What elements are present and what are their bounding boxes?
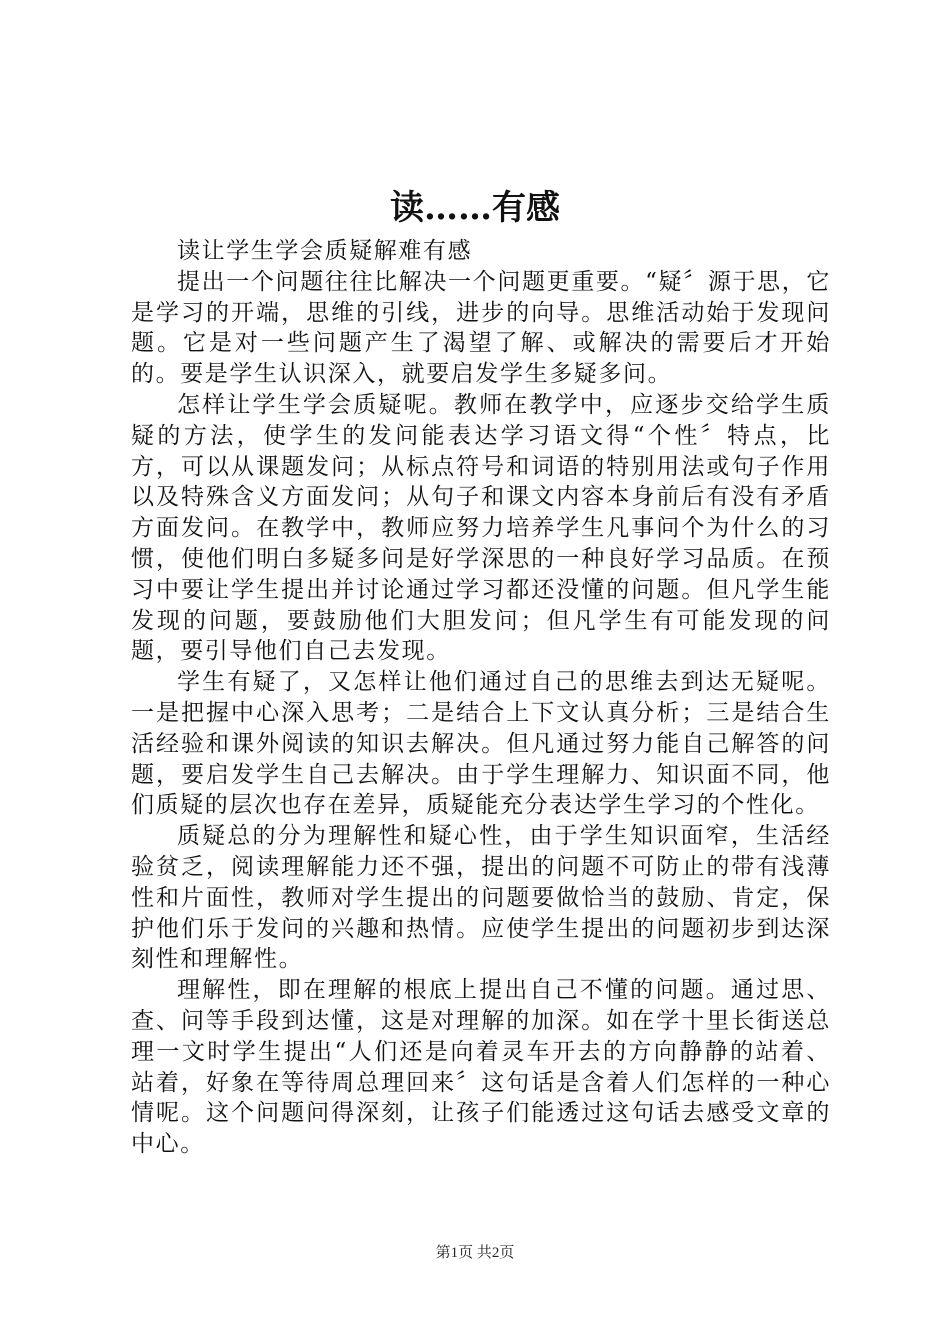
- paragraph-4: 质疑总的分为理解性和疑心性，由于学生知识面窄，生活经验贫乏，阅读理解能力还不强，提出的问题不可防止的带有浅薄性和片面性，教师对学生提出的问题要做恰当的鼓励、肯定，保护他们乐于发问的兴趣和热情。应使学生提出的问题初步到达深刻性和理解性。: [131, 823, 831, 973]
- document-subtitle: 读让学生学会质疑解难有感: [177, 238, 473, 264]
- document-title: 读……有感: [390, 188, 560, 228]
- paragraph-1: 提出一个问题往往比解决一个问题更重要。“疑〞源于思，它是学习的开端，思维的引线，进步的向导。思维活动始于发现问题。它是对一些问题产生了渴望了解、或解决的需要后才开始的。要是学生认识深入，就要启发学生多疑多问。: [131, 268, 831, 388]
- paragraph-5: 理解性，即在理解的根底上提出自己不懂的问题。通过思、查、问等手段到达懂，这是对理解的加深。如在学十里长街送总理一文时学生提出“人们还是向着灵车开去的方向静静的站着、站着，好象在等待周总理回来〞这句话是含着人们怎样的一种心情呢。这个问题问得深刻，让孩子们能透过这句话去感受文章的中心。: [131, 977, 831, 1158]
- document-body: [131, 236, 831, 1160]
- paragraph-2: 怎样让学生学会质疑呢。教师在教学中，应逐步交给学生质疑的方法，使学生的发问能表达学习语文得“个性〞特点，比方，可以从课题发问；从标点符号和词语的特别用法或句子作用以及特殊含义方面发问；从句子和课文内容本身前后有没有矛盾方面发问。在教学中，教师应努力培养学生凡事问个为什么的习惯，使他们明白多疑多问是好学深思的一种良好学习品质。在预习中要让学生提出并讨论通过学习都还没懂的问题。但凡学生能发现的问题，要鼓励他们大胆发问；但凡学生有可能发现的问题，要引导他们自己去发现。: [131, 391, 831, 665]
- page-footer: 第1页 共2页: [435, 1245, 515, 1261]
- paragraph-3: 学生有疑了，又怎样让他们通过自己的思维去到达无疑呢。一是把握中心深入思考；二是结合上下文认真分析；三是结合生活经验和课外阅读的知识去解决。但凡通过努力能自己解答的问题，要启发学生自己去解决。由于学生理解力、知识面不同，他们质疑的层次也存在差异，质疑能充分表达学生学习的个性化。: [131, 669, 831, 819]
